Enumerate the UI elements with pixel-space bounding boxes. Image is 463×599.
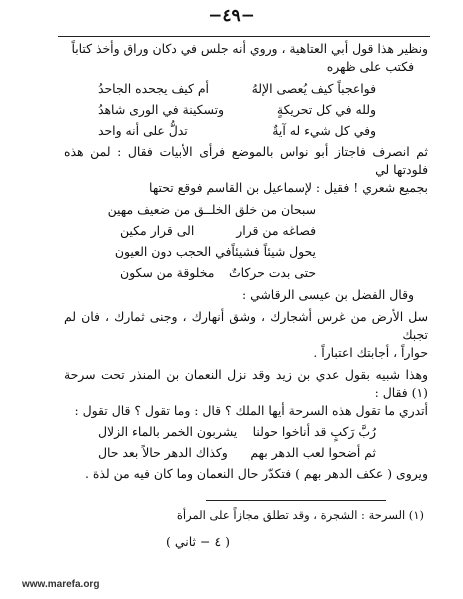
verse-line	[64, 444, 428, 462]
verse-first-hemistich: رُبَّ رَكبٍ قد أناخوا حولنا	[252, 424, 376, 439]
paragraph-line: وهذا شبيه بقول عدي بن زيد وقد نزل النعمان بن المنذر تحت سرحة (١) فقال :	[64, 367, 428, 400]
paragraph-line: ويروى ( عكف الدهر بهم ) فتكدّر حال النعمان وما كان فيه من لذة .	[85, 466, 428, 481]
signature-mark: ( ٤ − ثاني )	[166, 534, 231, 549]
footnote-rule	[206, 500, 386, 501]
verse-line	[64, 222, 428, 240]
verse-first-hemistich: وفي كل شيء له آيةٌ	[272, 123, 376, 138]
paragraph-line: بجميع شعري ! فقيل : لإسماعيل بن القاسم فوقع تحتها	[149, 180, 428, 195]
page-number: −٤٩−	[208, 6, 255, 26]
paragraph-line: أتدري ما تقول هذه السرحة أيها الملك ؟ قال : وما تقول ؟ قال تقول :	[74, 403, 428, 418]
footnote: (١) السرحة : الشجرة ، وقد تطلق مجازاً على المرأة	[176, 508, 424, 522]
verse-second-hemistich: في الحجب دون العيون	[114, 244, 232, 259]
paragraph-line: وقال الفضل بن عيسى الرقاشي :	[241, 287, 414, 302]
verse-line	[64, 423, 428, 441]
verse-second-hemistich: ـق من ضعيف مهين	[107, 202, 209, 217]
verse-first-hemistich: يحول شيئاً فشيئاً	[231, 244, 316, 259]
verse-first-hemistich: ولله في كل تحريكةٍ	[276, 102, 376, 117]
verse-second-hemistich: أم كيف يجحده الجاحدُ	[98, 81, 209, 96]
verse-second-hemistich: الى قرار مكين	[120, 223, 195, 238]
header-rule	[58, 36, 430, 37]
verse-line	[64, 201, 428, 219]
verse-line	[64, 243, 428, 261]
paragraph-line: ثم انصرف فاجتاز أبو نواس بالموضع فرأى الأبيات فقال : لمن هذه فلودتها لي	[64, 144, 428, 177]
paragraph-line: حواراً ، أجابتك اعتباراً .	[313, 345, 428, 360]
page-body	[64, 40, 428, 483]
verse-first-hemistich: فواعجباً كيف يُعصى الإلهُ	[251, 81, 376, 96]
verse-first-hemistich: حتى بدت حركاتٌ	[228, 265, 316, 280]
verse-second-hemistich: وكذاك الدهر حالاً بعد حال	[98, 445, 228, 460]
verse-first-hemistich: فصاغه من قرار	[236, 223, 316, 238]
verse-first-hemistich: ثم أضحوا لعب الدهر بهم	[250, 445, 376, 460]
verse-second-hemistich: تدلُّ على أنه واحد	[98, 123, 188, 138]
verse-second-hemistich: وتسكينة في الورى شاهدُ	[98, 102, 225, 117]
verse-second-hemistich: يشربون الخمر بالماء الزلال	[98, 424, 238, 439]
watermark: www.marefa.org	[22, 579, 100, 590]
paragraph-line: سل الأرض من غرس أشجارك ، وشق أنهارك ، وجنى ثمارك ، فان لم تجبك	[64, 309, 428, 342]
verse-line	[64, 101, 428, 119]
verse-line	[64, 264, 428, 282]
verse-line	[64, 80, 428, 98]
verse-first-hemistich: سبحان من خلق الخلـ	[208, 202, 316, 217]
paragraph-line: فكتب على ظهره	[326, 59, 414, 74]
verse-line	[64, 122, 428, 140]
verse-second-hemistich: مخلوقة من سكون	[120, 265, 215, 280]
paragraph-line: ونظير هذا قول أبي العتاهية ، وروي أنه جلس في دكان وراق وأخذ كتاباً	[71, 41, 428, 56]
